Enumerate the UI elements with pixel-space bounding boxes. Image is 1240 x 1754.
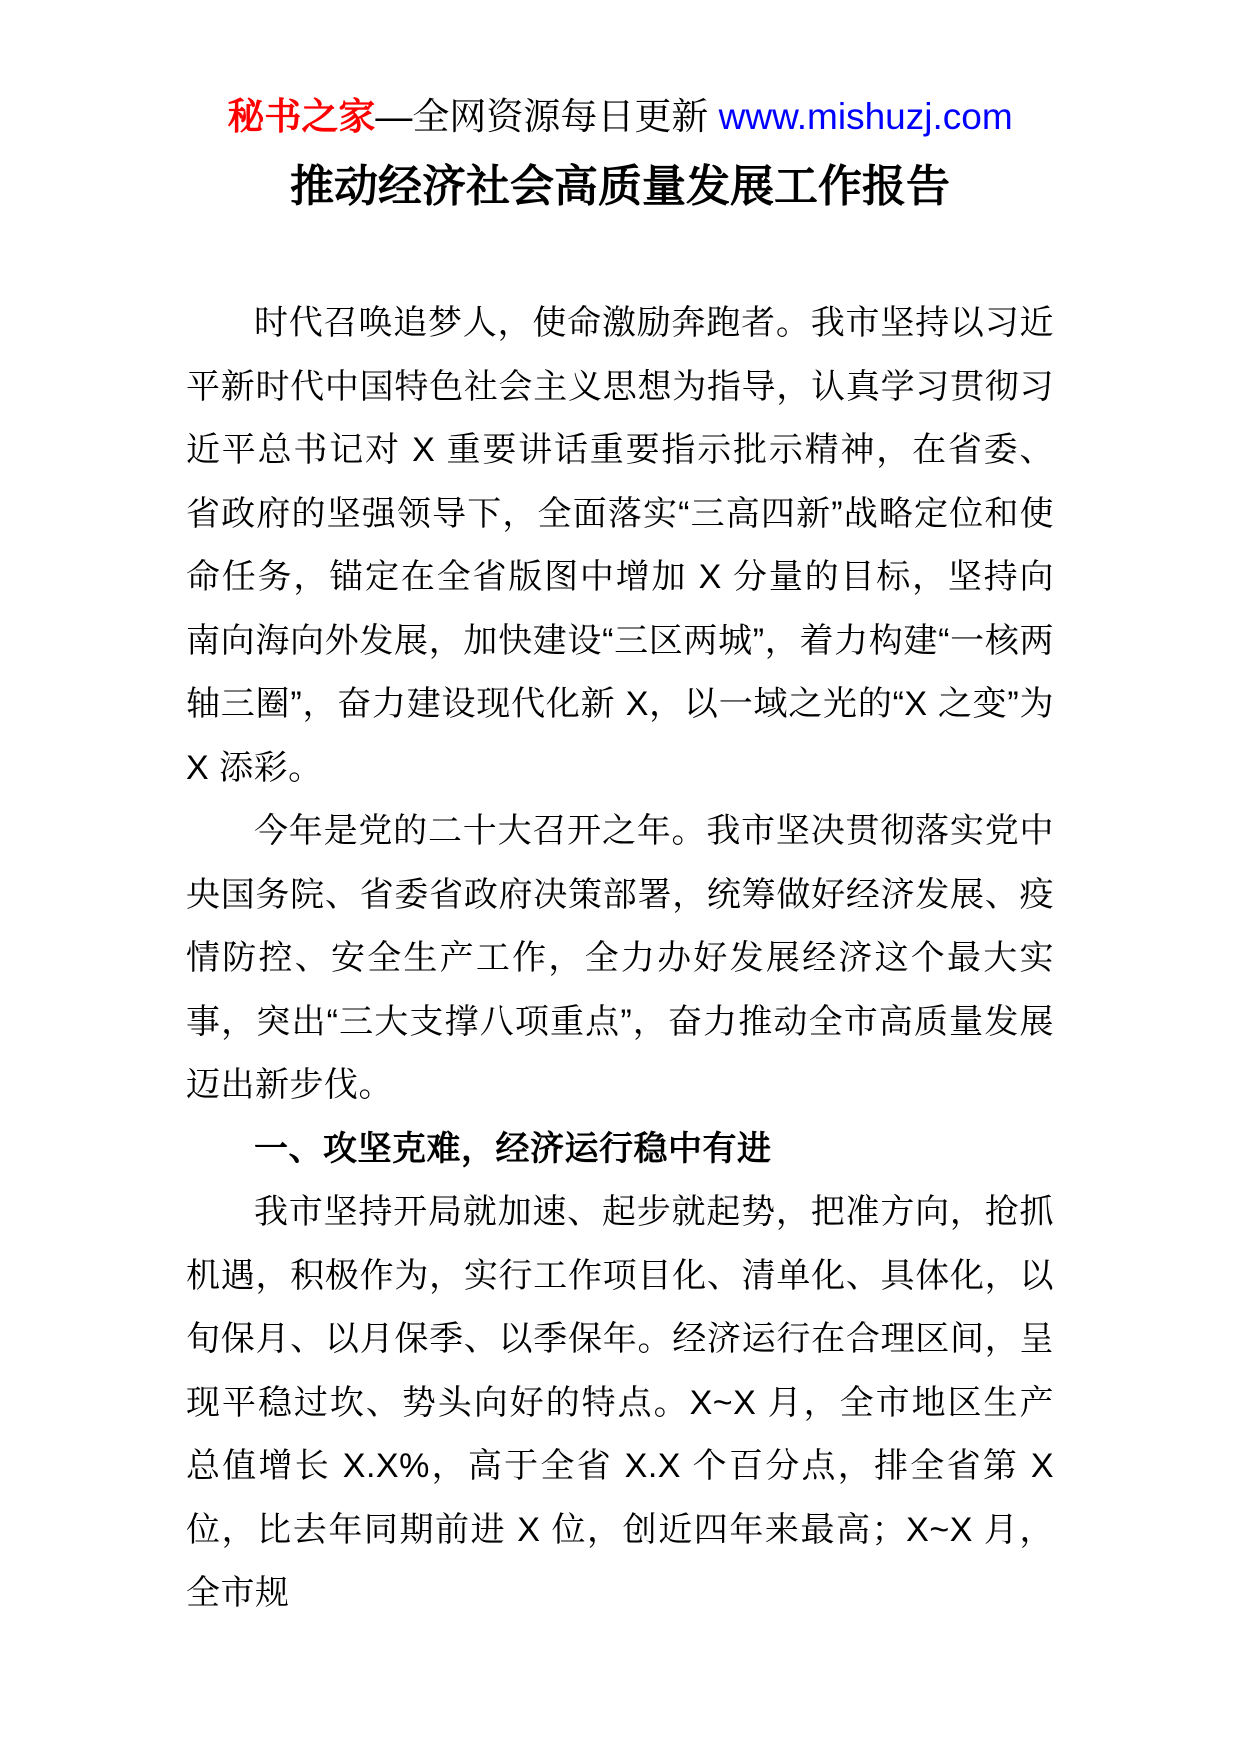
- site-header: [0, 0, 1240, 138]
- paragraph-economy: 我市坚持开局就加速、起步就起势，把准方向，抢抓机遇，积极作为，实行工作项目化、清单化、具体化，以旬保月、以月保季、以季保年。经济运行在合理区间，呈现平稳过坎、势头向好的特点。X~X 月，全市地区生产总值增长 X.X%，高于全省 X.X 个百分点，排全省第 X 位，比去年同期前进 X 位，创近四年来最高；X~X 月，全市规: [186, 1193, 1054, 1612]
- document-title: 推动经济社会高质量发展工作报告: [290, 162, 950, 211]
- paragraph-intro: 时代召唤追梦人，使命激励奔跑者。我市坚持以习近平新时代中国特色社会主义思想为指导，认真学习贯彻习近平总书记对 X 重要讲话重要指示批示精神，在省委、省政府的坚强领导下，全面落实“三高四新”战略定位和使命任务，锚定在全省版图中增加 X 分量的目标，坚持向南向海向外发展，加快建设“三区两城”，着力构建“一核两轴三圈”，奋力建设现代化新 X，以一域之光的“X 之变”为 X 添彩。: [186, 304, 1054, 787]
- site-brand: 秘书之家: [227, 96, 376, 137]
- site-url-link[interactable]: www.mishuzj.com: [718, 96, 1013, 137]
- section-heading-1: 一、攻坚克难，经济运行稳中有进: [254, 1129, 772, 1168]
- site-tagline: —全网资源每日更新: [375, 96, 719, 137]
- paragraph-year-overview: 今年是党的二十大召开之年。我市坚决贯彻落实党中央国务院、省委省政府决策部署，统筹做好经济发展、疫情防控、安全生产工作，全力办好发展经济这个最大实事，突出“三大支撑八项重点”，奋力推动全市高质量发展迈出新步伐。: [186, 812, 1054, 1104]
- document-body: [186, 292, 1054, 1626]
